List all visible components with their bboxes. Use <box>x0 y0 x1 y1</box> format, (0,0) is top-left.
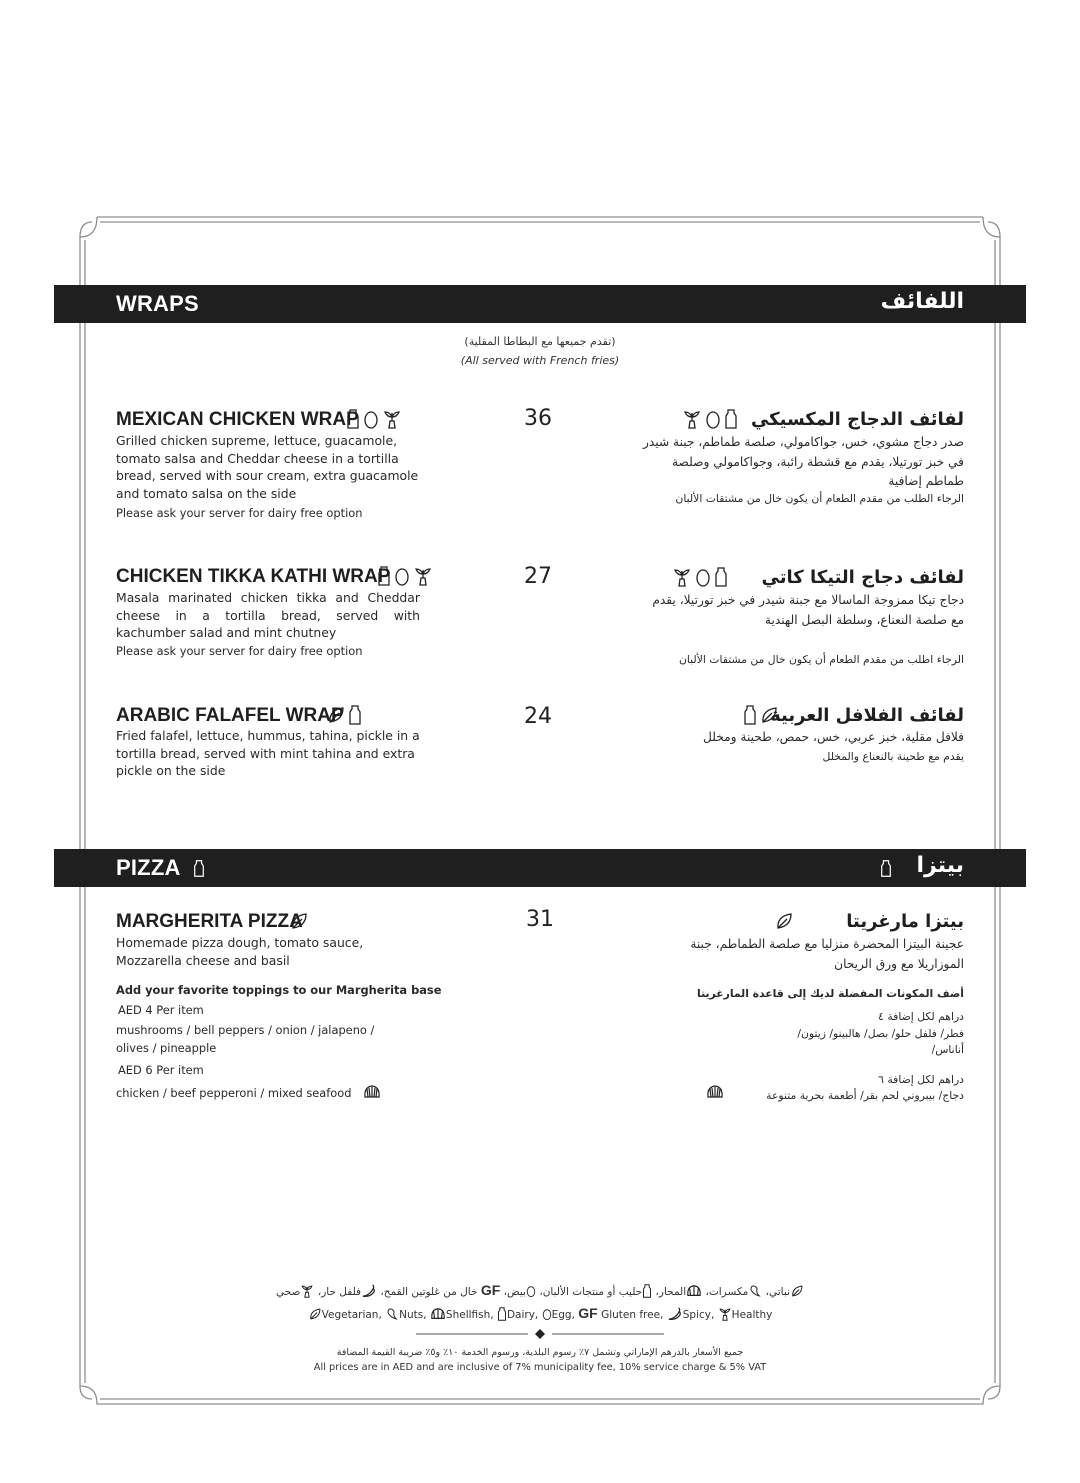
dairy-icon <box>743 705 757 725</box>
group2-price-ar: دراهم لكل إضافة ٦ <box>878 1073 964 1086</box>
legend-en-dairy: Dairy, <box>506 1309 539 1321</box>
item-desc-en: Homemade pizza dough, tomato sauce, Mozzarella cheese and basil <box>116 935 364 968</box>
group1-price-en: AED 4 Per item <box>118 1003 204 1017</box>
healthy-icon <box>413 566 433 586</box>
healthy-icon <box>718 1307 732 1321</box>
item-desc-en: Grilled chicken supreme, lettuce, guacamole, tomato salsa and Cheddar cheese in a tortilla bread, served with sour cream, extra guacamole and tomato salsa on the side <box>116 433 419 501</box>
dairy-icon <box>497 1307 507 1321</box>
shellfish-icon <box>706 1084 724 1100</box>
item-note-en: Please ask your server for dairy free option <box>116 644 363 658</box>
item-icons-ar <box>775 911 793 931</box>
dairy-icon <box>642 1284 652 1298</box>
legend-ar-healthy: صحي <box>276 1286 301 1298</box>
shellfish-icon <box>686 1284 702 1298</box>
egg-icon <box>542 1307 552 1321</box>
item-icons <box>290 911 308 931</box>
legend-en-gf: GF <box>578 1305 598 1321</box>
item-desc-ar: فلافل مقلية، خبز عربي، خس، حمص، طحينة ومخلل <box>702 730 964 744</box>
vegetarian-icon <box>308 1307 322 1321</box>
healthy-icon <box>682 409 702 429</box>
item-desc-ar: دجاج تيكا ممزوجة الماسالا مع جبنة شيدر في خبز تورتيلا، يقدم مع صلصة النعناع، وسلطة البصل الهندية <box>652 593 964 627</box>
legend-en <box>0 1305 1080 1321</box>
group2-items-ar: دجاج/ بيبروني لحم بقر/ أطعمة بحرية متنوعة <box>766 1089 964 1102</box>
vegetarian-icon <box>760 705 778 725</box>
dairy-icon <box>346 409 360 429</box>
item-title-ar: لفائف الفلافل العربية <box>770 705 964 726</box>
vegetarian-icon <box>290 911 308 931</box>
healthy-icon <box>382 409 402 429</box>
dairy-icon <box>377 566 391 586</box>
item-title-ar: لفائف الدجاج المكسيكي <box>750 409 964 430</box>
toppings-heading-ar: أضف المكونات المفضلة لديك إلى قاعدة المارغريتا <box>697 987 964 1000</box>
footer-note-ar: جميع الأسعار بالدرهم الإماراتي وتشمل ٧٪ رسوم البلدية، ورسوم الخدمة ١٠٪ و٥٪ ضريبة القيمة المضافة <box>336 1347 744 1358</box>
shellfish-icon <box>430 1307 446 1321</box>
item-title-en: CHICKEN TIKKA KATHI WRAP <box>116 566 391 587</box>
item-title-ar: لفائف دجاج التيكا كاتي <box>761 567 964 588</box>
item-price: 36 <box>524 406 552 431</box>
legend-en-gluten-free: Gluten free, <box>601 1309 664 1321</box>
item-desc-en: Fried falafel, lettuce, hummus, tahina, pickle in a tortilla bread, served with mint tahina and extra pickle on the side <box>116 728 420 779</box>
legend-en-shellfish: Shellfish, <box>445 1309 494 1321</box>
dairy-icon <box>348 705 362 725</box>
wraps-title-ar: اللفائف <box>880 289 964 314</box>
pizza-header <box>54 849 1026 887</box>
toppings-heading-en: Add your favorite toppings to our Margherita base <box>116 983 442 997</box>
item-icons-ar <box>743 705 778 725</box>
item-icons <box>377 566 433 586</box>
group1-items-ar: فطر/ فلفل حلو/ بصل/ هالبينو/ زيتون/ أناناس/ <box>797 1027 964 1056</box>
egg-icon <box>394 566 410 586</box>
legend-en-nuts: Nuts, <box>399 1309 427 1321</box>
vegetarian-icon <box>790 1284 804 1298</box>
egg-icon <box>363 409 379 429</box>
egg-icon <box>705 409 721 429</box>
item-note-en: Please ask your server for dairy free option <box>116 506 363 520</box>
spicy-icon <box>667 1307 683 1321</box>
legend-en-egg: Egg, <box>551 1309 575 1321</box>
legend-ar-spicy: فلفل حار، <box>317 1286 362 1298</box>
dairy-icon <box>714 567 728 587</box>
shellfish-icon <box>363 1084 381 1100</box>
item-title-en: MEXICAN CHICKEN WRAP <box>116 409 359 430</box>
item-price: 27 <box>524 564 552 589</box>
item-note-ar: الرجاء اطلب من مقدم الطعام أن يكون خال من مشتقات الألبان <box>678 653 964 666</box>
healthy-icon <box>300 1284 314 1298</box>
spicy-icon <box>361 1284 377 1298</box>
group2-items-en: chicken / beef pepperoni / mixed seafood <box>116 1086 352 1100</box>
legend-en-spicy: Spicy, <box>682 1309 715 1321</box>
item-icons <box>346 409 402 429</box>
dairy-icon <box>880 859 892 878</box>
item-icons-ar <box>672 567 728 587</box>
dairy-icon <box>724 409 738 429</box>
legend-ar-gf: GF <box>480 1282 501 1298</box>
pizza-title-ar: بيتزا <box>916 853 964 878</box>
item-desc-ar: عجينة البيتزا المحضرة منزليا مع صلصة الطماطم، جبنة الموزاريلا مع ورق الريحان <box>690 937 964 971</box>
legend-en-healthy: Healthy <box>731 1309 773 1321</box>
egg-icon <box>695 567 711 587</box>
footer-divider <box>416 1327 664 1341</box>
item-price: 24 <box>524 704 552 729</box>
legend-ar-shellfish: المحار، <box>655 1286 687 1298</box>
item-title-en: ARABIC FALAFEL WRAP <box>116 705 344 726</box>
item-title-en: MARGHERITA PIZZA <box>116 911 303 932</box>
item-title-ar: بيتزا مارغريتا <box>846 911 964 932</box>
item-desc-ar: صدر دجاج مشوي، خس، جواكامولي، صلصة طماطم، جبنة شيدر في خبز تورتيلا، يقدم مع قشطة رائبة، وجواكامولي وصلصة طماطم إضافية <box>643 435 964 488</box>
wraps-header <box>54 285 1026 323</box>
item-note-ar: الرجاء الطلب من مقدم الطعام أن يكون خال من مشتقات الألبان <box>675 492 964 505</box>
group1-items-en: mushrooms / bell peppers / onion / jalapeno / olives / pineapple <box>116 1023 375 1055</box>
legend-ar-vegetarian: نباتي، <box>765 1286 790 1298</box>
legend-en-vegetarian: Vegetarian, <box>321 1309 382 1321</box>
legend-ar-egg: بيض، <box>503 1286 526 1298</box>
healthy-icon <box>672 567 692 587</box>
egg-icon <box>526 1284 536 1298</box>
item-icons-ar <box>682 409 738 429</box>
item-note-ar: يقدم مع طحينة بالنعناع والمخلل <box>822 750 964 763</box>
wraps-note-ar: (تقدم جميعها مع البطاطا المقلية) <box>464 335 616 348</box>
pizza-title-en: PIZZA <box>116 855 181 880</box>
legend-ar-gluten-free: خال من غلوتين القمح، <box>380 1286 478 1298</box>
item-desc-en: Masala marinated chicken tikka and Cheddar cheese in a tortilla bread, served with kachumber salad and mint chutney <box>116 590 420 641</box>
legend-ar-nuts: مكسرات، <box>705 1286 749 1298</box>
item-icons <box>327 705 362 725</box>
vegetarian-icon <box>327 705 345 725</box>
nuts-icon <box>748 1284 762 1298</box>
dairy-icon <box>193 859 205 878</box>
wraps-title-en: WRAPS <box>116 291 199 316</box>
group2-price-en: AED 6 Per item <box>118 1063 204 1077</box>
legend-ar-dairy: حليب أو منتجات الألبان، <box>539 1286 643 1298</box>
vegetarian-icon <box>775 911 793 931</box>
item-price: 31 <box>526 907 554 932</box>
wraps-note-en: (All served with French fries) <box>460 354 620 367</box>
nuts-icon <box>385 1307 399 1321</box>
legend-ar <box>0 1282 1080 1298</box>
group1-price-ar: دراهم لكل إضافة ٤ <box>878 1010 964 1023</box>
footer-note-en: All prices are in AED and are inclusive of 7% municipality fee, 10% service charge & 5% VAT <box>313 1362 767 1373</box>
